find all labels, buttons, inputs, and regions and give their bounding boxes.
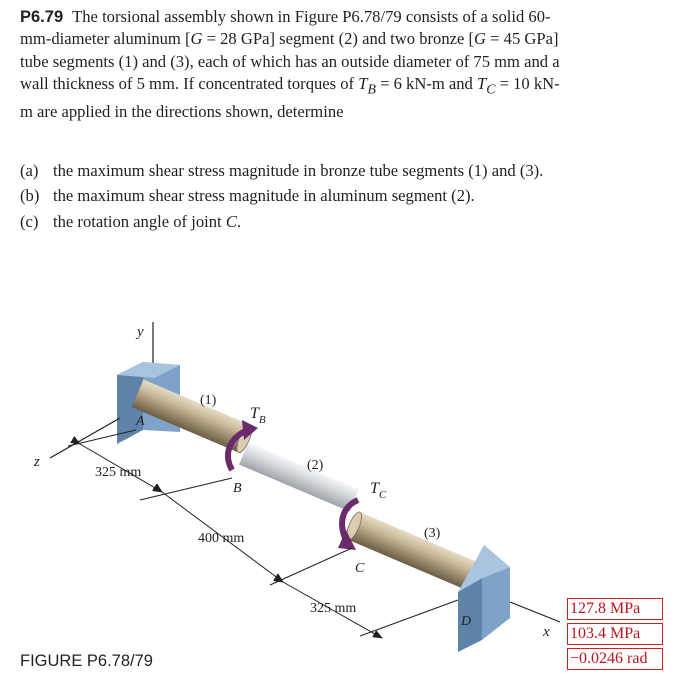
point-b-label: B: [233, 481, 242, 496]
problem-number: P6.79: [20, 8, 64, 26]
part-b-text: the maximum shear stress magnitude in aluminum segment (2).: [53, 186, 475, 206]
tc-symbol: T: [477, 73, 487, 93]
dimension-2-label: 400 mm: [198, 531, 245, 546]
answer-boxes: [567, 598, 663, 673]
dimension-3-label: 325 mm: [310, 601, 357, 616]
dimension-1-label: 325 mm: [95, 465, 142, 480]
part-c-var: C: [225, 211, 237, 231]
torque-tc-label: $T_C$: [370, 480, 387, 501]
bronze-segment-3: [344, 510, 478, 590]
part-a-label: (a): [20, 161, 39, 180]
aluminum-segment-2: [239, 443, 359, 512]
problem-text-2: = 28 GPa] segment (2) and two bronze [: [202, 29, 475, 49]
part-c-text: the rotation angle of joint: [53, 211, 226, 231]
tb-subscript: B: [367, 81, 376, 97]
x-axis-line: [510, 602, 560, 622]
problem-text-5: = 10 kN-m are applied in the directions shown, determine: [20, 73, 560, 121]
problem-text-4: = 6 kN-m and: [375, 73, 477, 93]
part-c-label: (c): [20, 211, 39, 231]
g-symbol-2: G: [474, 29, 487, 49]
point-d-label: D: [461, 614, 472, 629]
part-c-end: .: [236, 211, 242, 231]
problem-statement: [20, 6, 560, 123]
segment-1-label: (1): [200, 393, 217, 408]
z-axis-line: [50, 418, 120, 458]
y-axis-label: y: [137, 324, 144, 340]
part-a-text: the maximum shear stress magnitude in bronze tube segments (1) and (3).: [53, 161, 544, 180]
x-axis-label: x: [543, 624, 550, 640]
problem-text-3: = 45 GPa] tube segments (1) and (3), each of which has an outside diameter of 75 mm and a wall thickness of 5 mm. If concentrated torques of: [20, 29, 560, 93]
tc-subscript: C: [486, 81, 496, 97]
point-c-label: C: [355, 561, 365, 576]
point-a-label: A: [136, 414, 145, 429]
torque-tb-label: $T_B$: [250, 405, 266, 426]
problem-text-1: The torsional assembly shown in Figure P6.78/79 consists of a solid 60-mm-diameter aluminum [: [20, 7, 551, 49]
z-axis-label: z: [34, 454, 40, 470]
part-b-label: (b): [20, 186, 40, 206]
part-b: [20, 185, 560, 207]
part-a: [20, 160, 560, 182]
figure-caption: FIGURE P6.78/79: [20, 652, 153, 670]
answer-a: 127.8 MPa: [567, 598, 663, 620]
answer-b: 103.4 MPa: [567, 623, 663, 645]
segment-3-label: (3): [424, 526, 441, 541]
part-c: [20, 211, 560, 233]
problem-parts: [20, 160, 560, 236]
g-symbol-1: G: [190, 29, 203, 49]
answer-c: −0.0246 rad: [567, 648, 663, 670]
tb-symbol: T: [358, 73, 368, 93]
segment-2-label: (2): [307, 458, 324, 473]
